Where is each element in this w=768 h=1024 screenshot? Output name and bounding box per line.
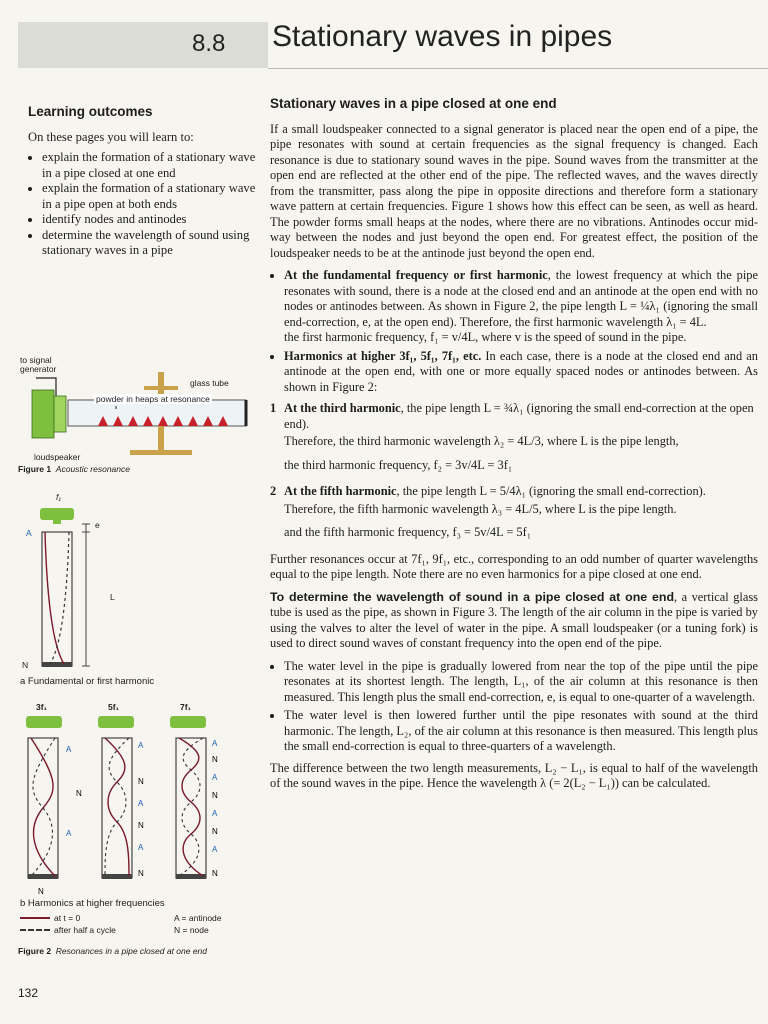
figure-1 <box>18 350 268 480</box>
label-node: N <box>22 660 29 670</box>
fifth-harmonic-item: 2 At the fifth harmonic, the pipe length L = 5/4λ₁ (ignoring the small end-correction). Therefore, the fifth harmonic wavelength λ₃ = 4L/5, where L is the pipe length. and the fifth harmonic frequency, f₃ = 5v/4L = 5f₁ <box>270 484 706 539</box>
learning-outcomes-title: Learning outcomes <box>28 104 153 119</box>
svg-text:A: A <box>66 829 72 838</box>
svg-text:N: N <box>38 887 44 896</box>
header-rule <box>268 68 768 69</box>
legend-solid-label: at t = 0 <box>54 913 81 923</box>
list-item: • explain the formation of a stationary wave in a pipe closed at one end <box>42 150 258 181</box>
svg-text:A: A <box>138 799 144 808</box>
label-L: L <box>110 592 115 602</box>
third-harmonic-item: 1 At the third harmonic, the pipe length L = ¾λ₁ (ignoring the small end-correction at the open end). Therefore, the third harmonic wavelength λ₂ = 4L/3, where L is the pipe length, the third harmonic frequency, f₂ = 3v/4L = 3f₁ <box>270 401 754 472</box>
list-item: • The water level in the pipe is gradually lowered from near the top of the pipe until the pipe resonates at its shortest length. The length, L₁, of the air column at this resonance is then measured. This length plus the small end-correction, e, is equal to one-quarter of a wavelength. <box>284 659 758 706</box>
figure-2b <box>18 700 268 970</box>
svg-text:N: N <box>138 869 144 878</box>
list-item: • explain the formation of a stationary wave in a pipe open at both ends <box>42 181 258 212</box>
label-e: e <box>95 520 100 530</box>
paragraph-difference: The difference between the two length measurements, L₂ − L₁, is equal to half of the wavelength of the sound waves in the pipe. Hence the wavelength λ (= 2(L₂ − L₁)) can be calculated. <box>270 760 758 790</box>
svg-text:A: A <box>212 845 218 854</box>
label-antinode: A <box>26 528 32 538</box>
label-f1: f₁ <box>56 492 62 502</box>
label-3f1: 3f₁ <box>36 702 48 712</box>
paragraph-intro: If a small loudspeaker connected to a signal generator is placed near the open end of a pipe, the pipe resonates with sound at certain frequencies as the signal frequency is changed. Each resonance is due to stationary sound waves in the pipe. Sound waves from the transmitter at the open end are reflected at the other end of the pipe. The reflected waves, and the waves directly from the transmitter, pass along the pipe in opposite directions and therefore form a stationary wave pattern at certain frequencies. Figure 1 shows how this effect can be seen, as well as heard. The powder forms small heaps at the nodes, where there are no vibrations. Antinodes occur mid-way between the nodes and just beyond the open end. For greatest effect, the position of the loudspeaker needs to be at the antinode just beyond the open end. <box>270 121 758 260</box>
paragraph-determine: To determine the wavelength of sound in a pipe closed at one end, a vertical glass tube is used as the pipe, as shown in Figure 3. The length of the air column in the pipe is varied by using the valves to alter the level of water in the pipe. A small loudspeaker (or a tuning fork) is used to direct sound waves of constant frequency into the open end of the pipe. <box>270 589 758 650</box>
pipe-7f1 <box>170 716 206 879</box>
svg-text:N: N <box>138 777 144 786</box>
svg-text:A: A <box>212 809 218 818</box>
svg-text:N: N <box>138 821 144 830</box>
header-band <box>18 22 268 68</box>
page-title: Stationary waves in pipes <box>272 20 613 53</box>
label-signal-generator: to signal generator <box>20 355 57 374</box>
legend-solid-swatch <box>20 917 50 919</box>
svg-text:N: N <box>212 791 218 800</box>
legend <box>20 912 266 936</box>
learning-outcomes-intro: On these pages you will learn to: <box>28 129 194 144</box>
list-item: • determine the wavelength of sound using stationary waves in a pipe <box>42 228 258 259</box>
legend-dashed-swatch <box>20 929 50 931</box>
legend-antinode: A = antinode <box>174 913 222 923</box>
section-heading: Stationary waves in a pipe closed at one end <box>270 96 557 111</box>
svg-text:N: N <box>212 755 218 764</box>
main-text <box>270 96 758 799</box>
svg-text:N: N <box>212 827 218 836</box>
page-number: 132 <box>18 986 39 1000</box>
figure-2b-caption: b Harmonics at higher frequencies <box>20 898 165 909</box>
figure-1-caption: Figure 1 Acoustic resonance <box>18 464 130 474</box>
svg-text:A: A <box>66 745 72 754</box>
label-loudspeaker: loudspeaker <box>34 452 81 462</box>
legend-dashed-label: after half a cycle <box>54 925 116 935</box>
paragraph-further: Further resonances occur at 7f₁, 9f₁, etc., corresponding to an odd number of quarter wavelengths equal to the pipe length. Note there are no even harmonics for a pipe closed at one end. <box>270 551 758 581</box>
method-list <box>270 659 758 755</box>
svg-text:A: A <box>138 741 144 750</box>
harmonics-list <box>270 268 758 395</box>
label-powder: powder in heaps at resonance <box>96 394 210 404</box>
powder-heaps <box>98 416 228 426</box>
section-number: 8.8 <box>192 30 226 57</box>
fundamental-diagram <box>18 488 268 688</box>
pipe-3f1 <box>26 716 62 879</box>
svg-text:N: N <box>212 869 218 878</box>
svg-text:A: A <box>212 739 218 748</box>
learning-outcomes-list <box>28 150 258 259</box>
harmonics-diagram <box>18 700 268 900</box>
list-item: • The water level is then lowered further until the pipe resonates with sound at the third harmonic. The length, L₂, of the air column at this resonance is then measured. This length plus the small end-correction is equal to three-quarters of a wavelength. <box>284 708 758 755</box>
figure-2a-caption: a Fundamental or first harmonic <box>20 676 155 687</box>
label-glass-tube: glass tube <box>190 378 229 388</box>
list-item: • At the fundamental frequency or first harmonic, the lowest frequency at which the pipe resonates with sound, there is a node at the closed end and an antinode at the open end with no nodes or antinodes between. As shown in Figure 2, the pipe length L = ¼λ₁ (ignoring the small end-correction, e, at the open end). Therefore, the first harmonic wavelength λ₁ = 4L. the first harmonic frequency, f₁ = v/4L, where v is the speed of sound in the pipe. <box>284 268 758 346</box>
loudspeaker-icon <box>32 390 54 438</box>
label-5f1: 5f₁ <box>108 702 120 712</box>
label-7f1: 7f₁ <box>180 702 192 712</box>
figure-2-caption: Figure 2 Resonances in a pipe closed at one end <box>18 946 208 956</box>
list-item: • Harmonics at higher 3f₁, 5f₁, 7f₁, etc. In each case, there is a node at the closed end and an antinode at the open end, with one or more equally spaced nodes or antinodes between. As shown in Figure 2: <box>284 349 758 396</box>
legend-node: N = node <box>174 925 209 935</box>
learning-outcomes <box>28 104 258 259</box>
svg-text:N: N <box>76 789 82 798</box>
svg-text:A: A <box>212 773 218 782</box>
pipe-5f1 <box>98 716 134 879</box>
svg-text:A: A <box>138 843 144 852</box>
figure-2a <box>18 488 268 688</box>
list-item: • identify nodes and antinodes <box>42 212 258 228</box>
